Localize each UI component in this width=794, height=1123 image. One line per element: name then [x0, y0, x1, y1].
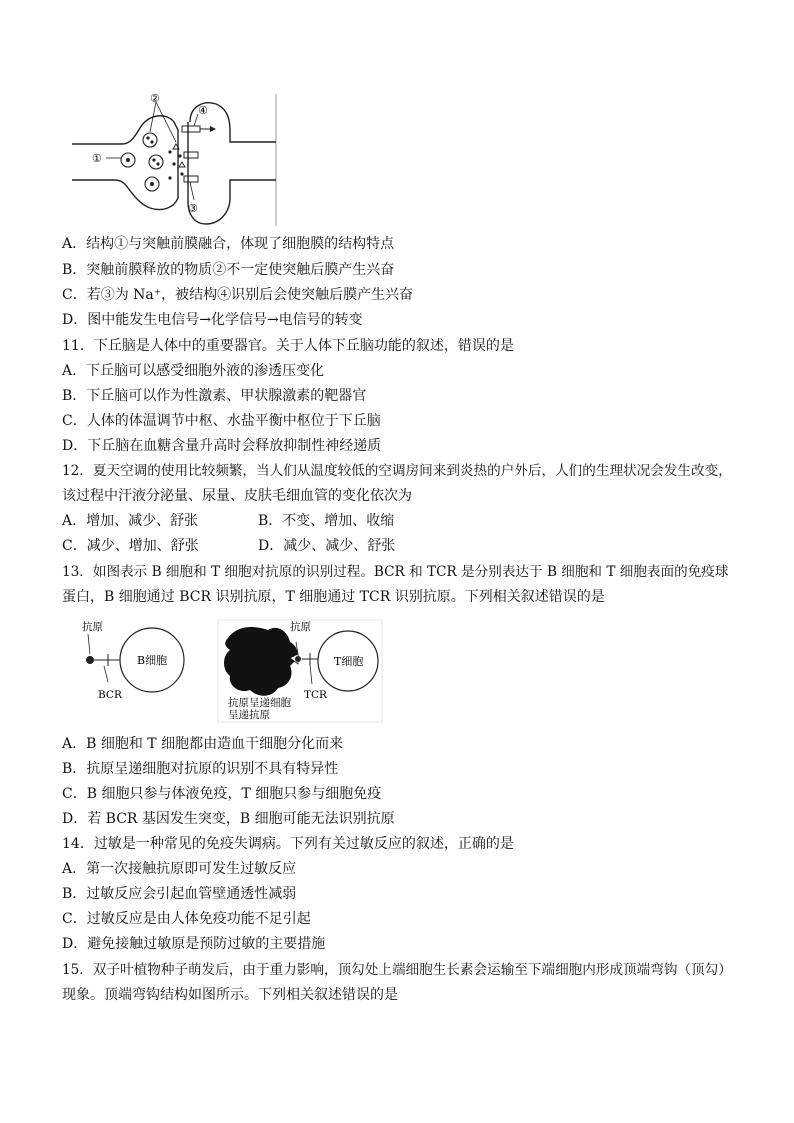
q10-option-a: A．结构①与突触前膜融合，体现了细胞膜的结构特点	[62, 236, 395, 252]
q12-option-b: B．不变、增加、收缩	[258, 513, 395, 529]
fig-b-cell-label: B细胞	[137, 654, 168, 667]
q10-option-c: C．若③为 Na⁺，被结构④识别后会使突触后膜产生兴奋	[62, 287, 414, 303]
fig-bcr-label: BCR	[98, 689, 122, 701]
q11-stem: 11．下丘脑是人体中的重要器官。关于人体下丘脑功能的叙述，错误的是	[62, 338, 514, 354]
q13-option-a: A．B 细胞和 T 细胞都由造血干细胞分化而来	[62, 736, 344, 752]
synapse-diagram	[70, 92, 282, 228]
fig-antigen-right-label: 抗原	[290, 621, 311, 633]
fig-apc-label-line2: 呈递抗原	[228, 709, 270, 721]
q13-option-c: C．B 细胞只参与体液免疫，T 细胞只参与细胞免疫	[62, 786, 382, 802]
q13-option-d: D．若 BCR 基因发生突变，B 细胞可能无法识别抗原	[62, 811, 395, 827]
q14-option-d: D．避免接触过敏原是预防过敏的主要措施	[62, 936, 326, 952]
q12-stem-line1: 12．夏天空调的使用比较频繁，当人们从温度较低的空调房间来到炎热的户外后，人们的生理状况会发生改变，	[62, 463, 732, 479]
q10-option-d: D．图中能发生电信号→化学信号→电信号的转变	[62, 312, 363, 328]
synapse-label-2: ②	[150, 92, 160, 105]
q14-option-a: A．第一次接触抗原即可发生过敏反应	[62, 861, 297, 877]
fig-antigen-left-label: 抗原	[82, 621, 103, 633]
q11-option-b: B．下丘脑可以作为性激素、甲状腺激素的靶器官	[62, 388, 367, 404]
synapse-label-1: ①	[92, 152, 102, 165]
q15-stem-line2: 现象。顶端弯钩结构如图所示。下列相关叙述错误的是	[62, 987, 398, 1003]
q12-stem-line2: 该过程中汗液分泌量、尿量、皮肤毛细血管的变化依次为	[62, 488, 412, 504]
q14-option-b: B．过敏反应会引起血管壁通透性减弱	[62, 886, 297, 902]
fig-tcr-label: TCR	[304, 689, 327, 701]
q15-stem-line1: 15．双子叶植物种子萌发后，由于重力影响，顶勾处上端细胞生长素会运输至下端细胞内形成顶端弯钩（顶勾）	[62, 962, 732, 978]
synapse-label-4: ④	[198, 104, 208, 117]
q10-option-b: B．突触前膜释放的物质②不一定使突触后膜产生兴奋	[62, 262, 395, 278]
antigen-recognition-diagram	[78, 616, 384, 724]
fig-t-cell-label: T细胞	[334, 655, 364, 668]
q14-stem: 14．过敏是一种常见的免疫失调病。下列有关过敏反应的叙述，正确的是	[62, 836, 514, 852]
q14-option-c: C．过敏反应是由人体免疫功能不足引起	[62, 911, 311, 927]
q12-options-row1	[62, 511, 394, 531]
fig-apc-label-line1: 抗原呈递细胞	[228, 697, 291, 709]
q13-stem-line1: 13．如图表示 B 细胞和 T 细胞对抗原的识别过程。BCR 和 TCR 是分别表达于 B 细胞和 T 细胞表面的免疫球	[62, 564, 729, 580]
q11-option-c: C．人体的体温调节中枢、水盐平衡中枢位于下丘脑	[62, 413, 381, 429]
q11-option-a: A．下丘脑可以感受细胞外液的渗透压变化	[62, 363, 325, 379]
q12-option-c: C．减少、增加、舒张	[62, 538, 199, 554]
q13-stem-line2: 蛋白，B 细胞通过 BCR 识别抗原，T 细胞通过 TCR 识别抗原。下列相关叙述错误的是	[62, 589, 605, 605]
q12-option-a: A．增加、减少、舒张	[62, 513, 199, 529]
q12-options-row2	[62, 536, 395, 556]
synapse-label-3: ③	[188, 202, 198, 215]
q13-option-b: B．抗原呈递细胞对抗原的识别不具有特异性	[62, 761, 339, 777]
q11-option-d: D．下丘脑在血糖含量升高时会释放抑制性神经递质	[62, 438, 382, 454]
q12-option-d: D．减少、减少、舒张	[258, 538, 396, 554]
